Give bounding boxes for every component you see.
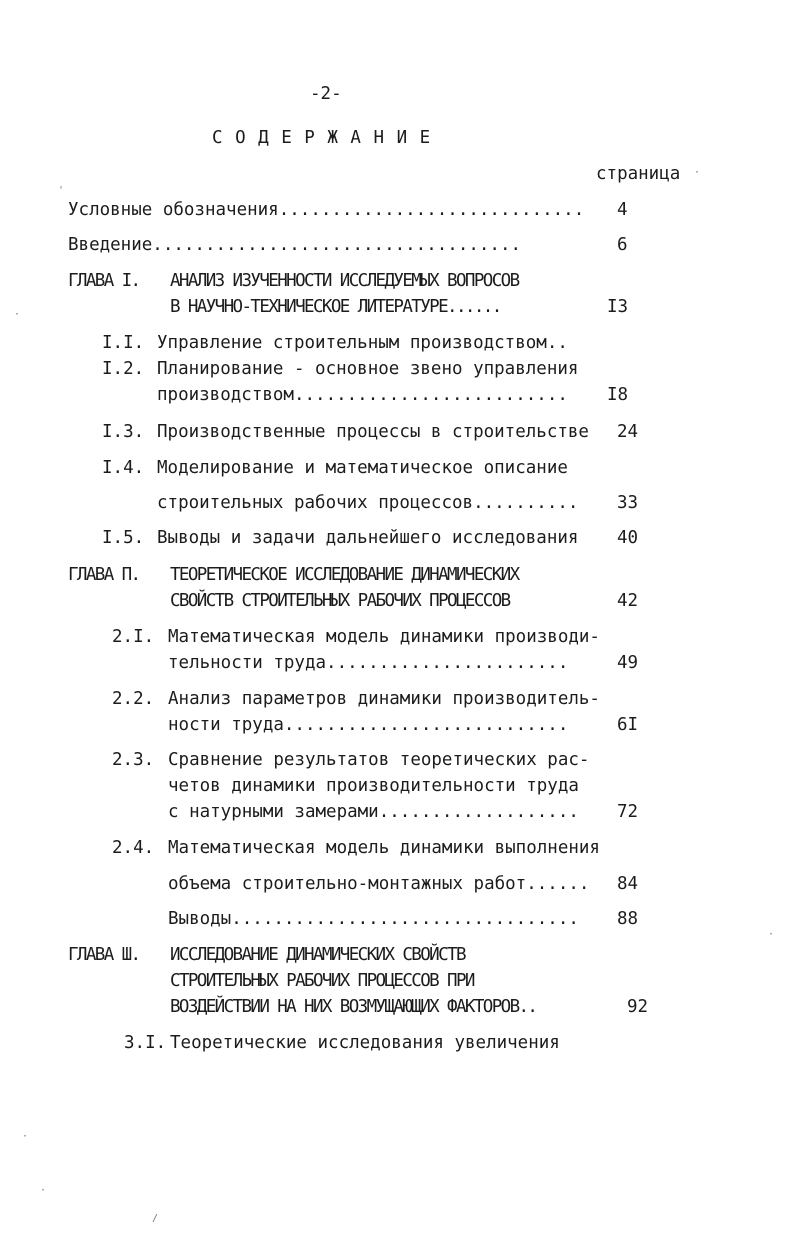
chapter3-title-line3: ВОЗДЕЙСТВИИ НА НИХ ВОЗМУЩАЮЩИХ ФАКТОРОВ.. [170,997,537,1017]
chapter3-title-line1: ИССЛЕДОВАНИЕ ДИНАМИЧЕСКИХ СВОЙСТВ [170,945,465,965]
chapter3-label: ГЛАВА Ш. [68,945,140,965]
section-2-2-number: 2.2. [112,689,155,709]
section-1-5-title: Выводы и задачи дальнейшего исследования [157,528,579,548]
section-2-3-title-line1: Сравнение результатов теоретических рас- [168,750,590,770]
section-1-2-title-line2: производством.......................... [157,385,568,405]
chapter1-title-line1: АНАЛИЗ ИЗУЧЕННОСТИ ИССЛЕДУЕМЫХ ВОПРОСОВ [170,271,519,291]
chapter2-title-line1: ТЕОРЕТИЧЕСКОЕ ИССЛЕДОВАНИЕ ДИНАМИЧЕСКИХ [170,565,519,585]
toc-conventions: Условные обозначения............................. [68,200,585,220]
section-2-2-page: 6I [617,715,639,735]
section-1-4-page: 33 [617,493,639,513]
chapter3-page: 92 [627,997,649,1017]
section-2-3-title-line3: с натурными замерами................... [168,802,579,822]
section-2-4-title-line2: объема строительно-монтажных работ...... [168,874,590,894]
section-1-2-page: I8 [607,385,629,405]
section-2-1-number: 2.I. [112,627,155,647]
section-2-3-page: 72 [617,802,639,822]
section-1-4-number: I.4. [102,458,145,478]
section-3-1-title: Теоретические исследования увеличения [170,1033,560,1053]
section-2-1-page: 49 [617,653,639,673]
section-1-3-page: 24 [617,422,639,442]
section-2-4-page: 84 [617,874,639,894]
section-1-4-title-line2: строительных рабочих процессов.......... [157,493,579,513]
section-2-4-title-line1: Математическая модель динамики выполнения [168,838,600,858]
section-2-3-title-line2: четов динамики производительности труда [168,776,579,796]
section-1-1-title: Управление строительным производством.. [157,333,568,353]
toc-intro-page: 6 [617,235,628,255]
chapter2-page: 42 [617,591,639,611]
chapter1-page: I3 [607,297,629,317]
chapter1-label: ГЛАВА I. [68,271,140,291]
scan-speck: · [40,1185,47,1196]
chapter2-label: ГЛАВА П. [68,565,140,585]
scan-speck: · [694,167,701,178]
section-2-4-number: 2.4. [112,838,155,858]
chapter2-conclusions-page: 88 [617,909,639,929]
page-column-header: страница [596,164,681,184]
section-1-2-number: I.2. [102,359,145,379]
scan-speck: ' [58,185,65,196]
section-2-2-title-line2: ности труда........................... [168,715,569,735]
section-1-1-number: I.I. [102,333,145,353]
scan-speck: / [152,1213,159,1224]
section-2-2-title-line1: Анализ параметров динамики производитель- [168,689,600,709]
chapter2-title-line2: СВОЙСТВ СТРОИТЕЛЬНЫХ РАБОЧИХ ПРОЦЕССОВ [170,591,510,611]
section-2-1-title-line2: тельности труда....................... [168,653,569,673]
toc-intro: Введение................................... [68,235,522,255]
scan-speck: · [768,929,775,940]
section-2-3-number: 2.3. [112,750,155,770]
chapter2-conclusions: Выводы................................. [168,909,579,929]
section-1-3-number: I.3. [102,422,145,442]
section-1-5-page: 40 [617,528,639,548]
toc-conventions-page: 4 [617,200,628,220]
section-1-2-title-line1: Планирование - основное звено управления [157,359,579,379]
chapter1-title-line2: В НАУЧНО-ТЕХНИЧЕСКОЕ ЛИТЕРАТУРЕ...... [170,297,501,317]
page-number: -2- [310,84,342,104]
chapter3-title-line2: СТРОИТЕЛЬНЫХ РАБОЧИХ ПРОЦЕССОВ ПРИ [170,971,474,991]
page-title: С О Д Е Р Ж А Н И Е [212,128,432,148]
section-2-1-title-line1: Математическая модель динамики производи- [168,627,600,647]
section-1-4-title-line1: Моделирование и математическое описание [157,458,568,478]
section-1-3-title: Производственные процессы в строительстве [157,422,589,442]
scan-speck: · [22,1131,29,1142]
section-1-5-number: I.5. [102,528,145,548]
section-3-1-number: 3.I. [124,1033,167,1053]
scan-speck: · [14,309,21,320]
